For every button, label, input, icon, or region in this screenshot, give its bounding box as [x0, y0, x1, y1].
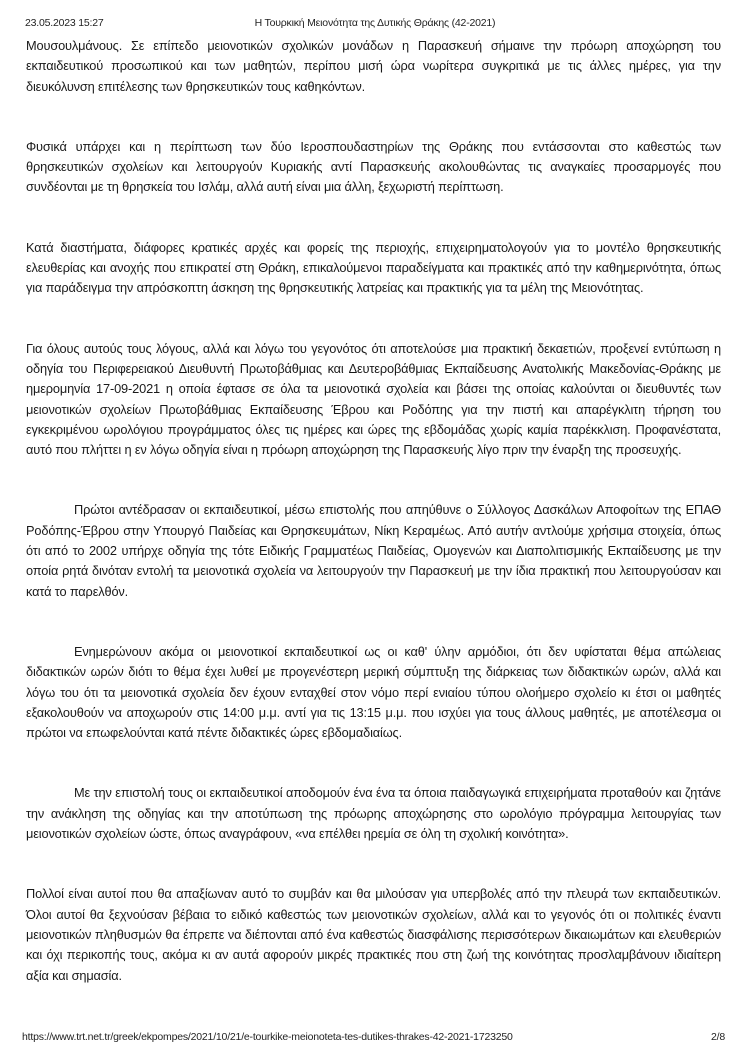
paragraph-continuation: Μουσουλμάνους. Σε επίπεδο μειονοτικών σχολικών μονάδων η Παρασκευή σήμαινε την πρόωρη αποχώρηση του εκπαιδευτικού προσωπικού και των μαθητών, περίπου μισή ώρα νωρίτερα συγκριτικά με τις άλλες ημέρες, για την διευκόλυνση επιτέλεσης των θρησκευτικών τους καθηκόντων.: [26, 38, 721, 94]
page-header: [25, 17, 725, 31]
paragraph-religious-freedom: Κατά διαστήματα, διάφορες κρατικές αρχές και φορείς της περιοχής, επιχειρηματολογούν για το μοντέλο θρησκευτικής ελευθερίας και ανοχής που επικρατεί στη Θράκη, επικαλούμενοι παραδείγματα και πρακτικές από την καθημερινότητα, όπως για παράδειγμα την απρόσκοπτη άσκηση της θρησκευτικής λατρείας και πρακτικής για τα μέλη της Μειονότητας.: [26, 239, 721, 296]
paragraph-teachers-reaction: Πρώτοι αντέδρασαν οι εκπαιδευτικοί, μέσω επιστολής που απηύθυνε ο Σύλλογος Δασκάλων Αποφοίτων της ΕΠΑΘ Ροδόπης-Έβρου στην Υπουργό Παιδείας και Θρησκευμάτων, Νίκη Κεραμέως. Από αυτήν αντλούμε χρήσιμα στοιχεία, όπως ότι από το 2002 υπήρχε οδηγία της τότε Ειδικής Γραμματέως Παιδείας, Ομογενών και Διαπολιτισμικής Εκπαίδευσης με την οποία ρητά δινόταν εντολή τα μειονοτικά σχολεία να λειτουργούν την Παρασκευή με την ίδια πρακτική που λειτουργούσαν και κατά το παρελθόν.: [26, 502, 721, 599]
paragraph-conclusion: Πολλοί είναι αυτοί που θα απαξίωναν αυτό το συμβάν και θα μιλούσαν για υπερβολές από την πλευρά των εκπαιδευτικών. Όλοι αυτοί θα ξεχνούσαν βέβαια το ειδικό καθεστώς των μειονοτικών σχολείων, αλλά και το γεγονός ότι οι πολιτικές έναντι μειονοτικών πληθυσμών θα έπρεπε να διέπονται από ένα καθεστώς διασφάλισης περισσότερων δικαιωμάτων και ελευθεριών και όχι περικοπής τους, ακόμα κι αν αυτά αφορούν μικρές πρακτικές που στη ζωή της κοινότητας προσλαμβάνουν ιδιαίτερη αξία και σημασία.: [26, 886, 721, 983]
print-datetime: 23.05.2023 15:27: [25, 17, 104, 29]
source-url: https://www.trt.net.tr/greek/ekpompes/2021/10/21/e-tourkike-meionoteta-tes-dutikes-thrakes-42-2021-1723250: [22, 1031, 513, 1043]
article-body: [26, 36, 721, 986]
paragraph-seminaries: Φυσικά υπάρχει και η περίπτωση των δύο Ιεροσπουδαστηρίων της Θράκης που εντάσσονται στο καθεστώς των θρησκευτικών σχολείων και λειτουργούν Κυριακής αντί Παρασκευής ακολουθώντας τις αναγκαίες προσαρμογές που συνδέονται με τη θρησκεία του Ισλάμ, αλλά αυτή είναι μια άλλη, ξεχωριστή περίπτωση.: [26, 138, 721, 195]
paragraph-letter-request: Με την επιστολή τους οι εκπαιδευτικοί αποδομούν ένα ένα τα όποια παιδαγωγικά επιχειρήματα προταθούν και ζητάνε την ανάκληση της οδηγίας και την αποτύπωση της πρόωρης αποχώρησης στο ωρολόγιο πρόγραμμα λειτουργίας των μειονοτικών σχολείων ώστε, όπως αναγράφουν, «να επέλθει ηρεμία σε όλη τη σχολική κοινότητα».: [26, 785, 721, 842]
page-number: 2/8: [711, 1031, 725, 1043]
paragraph-teaching-hours: Ενημερώνουν ακόμα οι μειονοτικοί εκπαιδευτικοί ως οι καθ' ύλην αρμόδιοι, ότι δεν υφίσταται θέμα απώλειας διδακτικών ωρών διότι το θέμα έχει λυθεί με προγενέστερη μερική σύμπτυξη της διάρκειας των διδακτικών ωρών, αλλά και λόγω του ότι τα μειονοτικά σχολεία δεν έχουν ενταχθεί στον νόμο περί ενιαίου τύπου ολοήμερο σχολείο κι έτσι οι μαθητές εξακολουθούν να αποχωρούν στις 14:00 μ.μ. αντί για τις 13:15 μ.μ. που ισχύει για τους άλλους μαθητές, με αποτέλεσμα οι πρώτοι να επωφελούνται κατά πέντε διδακτικές ώρες εβδομαδιαίως.: [26, 643, 721, 741]
document-title: Η Τουρκική Μειονότητα της Δυτικής Θράκης (42-2021): [254, 17, 496, 29]
paragraph-directive: Για όλους αυτούς τους λόγους, αλλά και λόγω του γεγονότος ότι αποτελούσε μια πρακτική δεκαετιών, προξενεί εντύπωση η οδηγία του Περιφερειακού Διευθυντή Πρωτοβάθμιας και Δευτεροβάθμιας Εκπαίδευσης Ανατολικής Μακεδονίας-Θράκης με ημερομηνία 17-09-2021 η οποία έφτασε σε όλα τα μειονοτικά σχολεία και βάσει της οποίας καλούνται οι διευθυντές των μειονοτικών σχολείων Πρωτοβάθμιας Εκπαίδευσης Έβρου και Ροδόπης για την πιστή και απαρέγκλιτη τήρηση του εγκεκριμένου ωρολόγιου προγράμματος όλες τις ημέρες και ώρες της εβδομάδας χωρίς καμία παρέκκλιση. Προφανέστατα, αυτό που πλήττει η εν λόγω οδηγία είναι η πρόωρη αποχώρηση της Παρασκευής λίγο πριν την έναρξη της προσευχής.: [26, 340, 721, 458]
page-footer: [22, 1031, 725, 1045]
